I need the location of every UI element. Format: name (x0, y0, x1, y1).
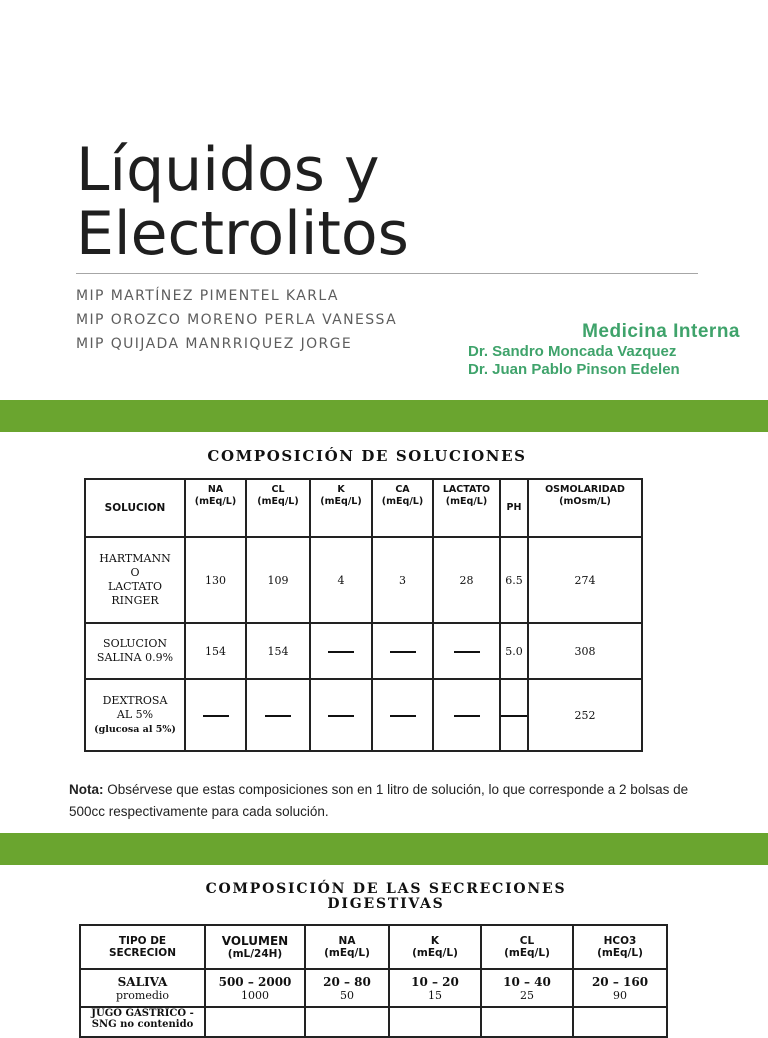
slide-separator-band (0, 400, 768, 432)
empty-value-dash (390, 715, 416, 717)
table-cell: 28 (433, 537, 500, 623)
footnote-text: Obsérvese que estas composiciones son en 1 litro de solución, lo que corresponde a 2 bolsas de 500cc respectivamente para cada solución. (69, 782, 689, 819)
table-cell (389, 1007, 481, 1037)
table-cell: 20 – 80 50 (305, 969, 389, 1007)
table-cell (573, 1007, 667, 1037)
doctor-name: Dr. Juan Pablo Pinson Edelen (468, 361, 680, 378)
empty-value-dash (328, 715, 354, 717)
title-line-2: Electrolitos (76, 199, 409, 269)
author-name: MIP MARTÍNEZ PIMENTEL KARLA (76, 288, 339, 304)
table-cell: 4 (310, 537, 372, 623)
table-cell: 154 (246, 623, 310, 679)
table-row (85, 679, 642, 751)
empty-value-dash (390, 651, 416, 653)
header-cell: CL (mEq/L) (481, 925, 573, 969)
empty-value-dash (328, 651, 354, 653)
table-cell: 154 (185, 623, 246, 679)
table-cell (372, 679, 433, 751)
secretions-table-title (84, 882, 688, 912)
table-cell (205, 1007, 305, 1037)
table-header-row (85, 479, 642, 537)
header-cell: PH (500, 479, 528, 537)
table-cell: 3 (372, 537, 433, 623)
header-cell: NA (mEq/L) (305, 925, 389, 969)
table-cell (500, 679, 528, 751)
header-cell: SOLUCION (85, 479, 185, 537)
table-cell (481, 1007, 573, 1037)
header-cell: TIPO DE SECRECION (80, 925, 205, 969)
table-cell (433, 679, 500, 751)
table-cell: 308 (528, 623, 642, 679)
table-cell: 109 (246, 537, 310, 623)
table-header-row (80, 925, 667, 969)
header-cell: NA (mEq/L) (185, 479, 246, 537)
header-cell: CA (mEq/L) (372, 479, 433, 537)
doctor-name: Dr. Sandro Moncada Vazquez (468, 343, 677, 360)
table-cell (310, 679, 372, 751)
doctor-list (468, 343, 680, 379)
table-row (80, 969, 667, 1007)
table-cell: 500 – 2000 1000 (205, 969, 305, 1007)
title-line-1: Líquidos y (76, 135, 380, 205)
secretions-title-line-1: COMPOSICIÓN DE LAS SECRECIONES (205, 881, 567, 897)
title-slide (0, 0, 768, 400)
table-cell: 10 – 40 25 (481, 969, 573, 1007)
table-row (85, 623, 642, 679)
author-name: MIP OROZCO MORENO PERLA VANESSA (76, 312, 398, 328)
row-label: SOLUCION SALINA 0.9% (85, 623, 185, 679)
table-cell: 20 – 160 90 (573, 969, 667, 1007)
footnote (69, 779, 709, 823)
table-cell: 5.0 (500, 623, 528, 679)
header-cell: K (mEq/L) (389, 925, 481, 969)
table-cell (310, 623, 372, 679)
header-cell: HCO3 (mEq/L) (573, 925, 667, 969)
table-cell: 252 (528, 679, 642, 751)
author-name: MIP QUIJADA MANRRIQUEZ JORGE (76, 336, 353, 352)
empty-value-dash (501, 715, 527, 717)
table-cell: 6.5 (500, 537, 528, 623)
table-cell (433, 623, 500, 679)
secretions-table (79, 924, 668, 1038)
empty-value-dash (265, 715, 291, 717)
department-label: Medicina Interna (582, 321, 740, 342)
table-row (80, 1007, 667, 1037)
row-label: JUGO GÁSTRICO - SNG no contenido (80, 1007, 205, 1037)
empty-value-dash (454, 715, 480, 717)
header-cell: K (mEq/L) (310, 479, 372, 537)
header-cell: LACTATO (mEq/L) (433, 479, 500, 537)
solutions-table-title: COMPOSICIÓN DE SOLUCIONES (207, 447, 527, 465)
solutions-table (84, 478, 643, 752)
header-cell: CL (mEq/L) (246, 479, 310, 537)
secretions-title-line-2: DIGESTIVAS (327, 896, 445, 912)
slide-title (76, 135, 409, 269)
header-cell: VOLUMEN (mL/24H) (205, 925, 305, 969)
row-label: SALIVA promedio (80, 969, 205, 1007)
empty-value-dash (203, 715, 229, 717)
row-label: DEXTROSA AL 5% (glucosa al 5%) (85, 679, 185, 751)
table-cell (185, 679, 246, 751)
table-cell (372, 623, 433, 679)
row-label: HARTMANN O LACTATO RINGER (85, 537, 185, 623)
table-cell (246, 679, 310, 751)
table-row (85, 537, 642, 623)
slide-separator-band (0, 833, 768, 865)
table-cell: 130 (185, 537, 246, 623)
table-cell: 10 – 20 15 (389, 969, 481, 1007)
table-cell: 274 (528, 537, 642, 623)
footnote-label: Nota: (69, 782, 104, 797)
table-cell (305, 1007, 389, 1037)
title-divider (76, 273, 698, 274)
empty-value-dash (454, 651, 480, 653)
header-cell: OSMOLARIDAD (mOsm/L) (528, 479, 642, 537)
author-list (76, 284, 397, 356)
